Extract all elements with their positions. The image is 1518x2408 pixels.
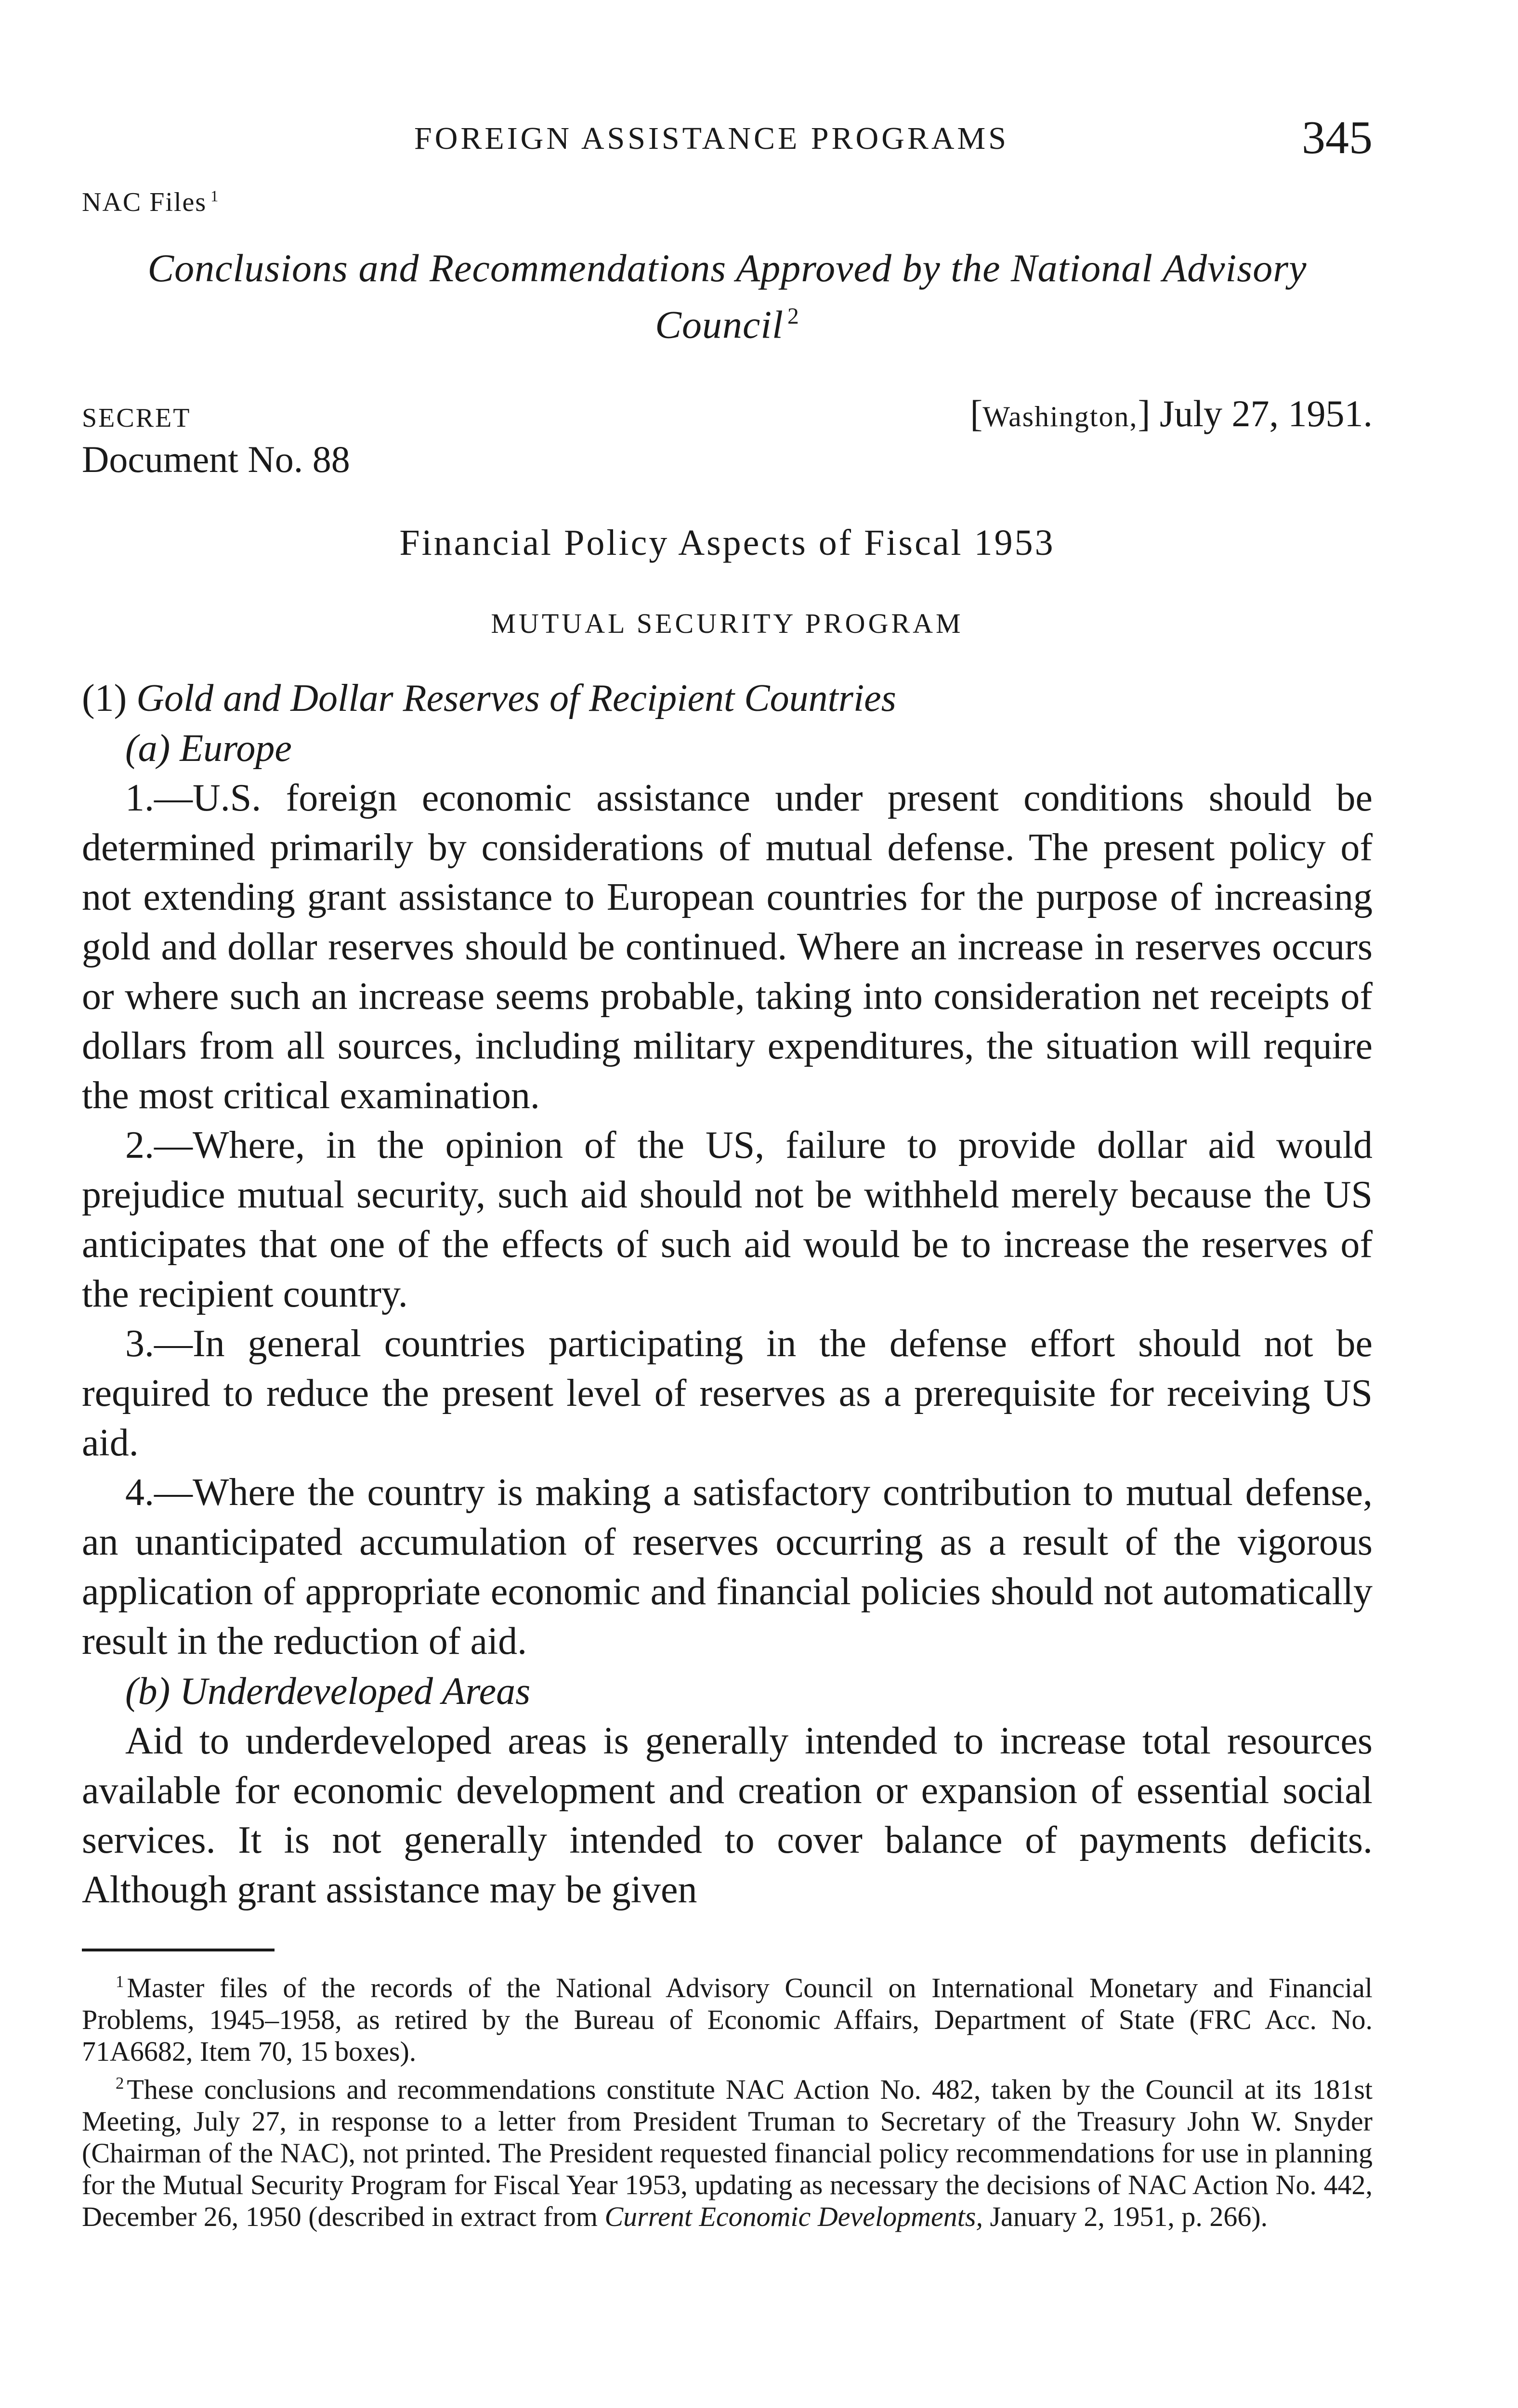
subsection-a-heading: (a) Europe (125, 727, 292, 770)
running-title: FOREIGN ASSISTANCE PROGRAMS (414, 121, 1009, 156)
document-number: Document No. 88 (82, 438, 350, 481)
footnote-2-text: These conclusions and recommendations constitute NAC Action No. 482, taken by the Council at its 181st Meeting, July 27, in response to a letter from President Truman to Secretary of the Treasury John W. Snyder (Chairman of the NAC), not printed. The President requested financial policy recommendations for use in planning for the Mutual Security Program for Fiscal Year 1953, updating as necessary the decisions of NAC Action No. 442, December 26, 1950 (described in extract from (82, 2074, 1373, 2233)
footnote-2-marker: 2 (116, 2074, 124, 2093)
paragraph-3: 3.—In general countries participating in the defense effort should not be required to reduce the present level of reserves as a prerequisite for receiving US aid. (82, 1322, 1373, 1465)
footnote-ref-2[interactable]: 2 (787, 304, 799, 329)
program-heading: MUTUAL SECURITY PROGRAM (491, 608, 964, 640)
source-files-label (82, 187, 1373, 218)
footnote-divider (82, 1949, 275, 1951)
footnote-1-marker: 1 (116, 1972, 124, 1991)
section-1-heading (82, 673, 1373, 723)
place-and-date: [Washington,] July 27, 1951. (970, 393, 1373, 435)
document-title-text: Conclusions and Recommendations Approved by the National Advisory Council (147, 246, 1307, 347)
footnote-2-publication: Current Economic Developments, (604, 2201, 983, 2233)
footnote-2-text-end: January 2, 1951, p. 266). (990, 2201, 1268, 2233)
classification-label: SECRET (82, 403, 191, 433)
paragraph-4: 4.—Where the country is making a satisfactory contribution to mutual defense, an unanticipated accumulation of reserves occurring as a result of the vigorous application of appropriate economic and financial policies should not automatically result in the reduction of aid. (82, 1471, 1373, 1663)
date: July 27, 1951. (1159, 393, 1373, 435)
main-heading: Financial Policy Aspects of Fiscal 1953 (399, 523, 1055, 563)
subsection-b-heading: (b) Underdeveloped Areas (125, 1670, 531, 1713)
source-label: NAC Files (82, 187, 207, 217)
section-1-title: Gold and Dollar Reserves of Recipient Countries (136, 677, 896, 720)
dateline (82, 392, 1373, 493)
document-title (82, 244, 1373, 349)
running-header (82, 111, 1373, 173)
document-page (82, 111, 1373, 2233)
footnote-1 (82, 1966, 1373, 2068)
section-1-number: (1) (82, 677, 127, 720)
footnote-1-text: Master files of the records of the National Advisory Council on International Monetary and Financial Problems, 1945–1958, as retired by the Bureau of Economic Affairs, Department of State (FRC Acc. No. 71A6682, Item 70, 15 boxes). (82, 1972, 1373, 2068)
paragraph-2: 2.—Where, in the opinion of the US, failure to provide dollar aid would prejudice mutual security, such aid should not be withheld merely because the US anticipates that one of the effects of such aid would be to increase the reserves of the recipient country. (82, 1124, 1373, 1316)
footnotes (82, 1966, 1373, 2233)
paragraph-1: 1.—U.S. foreign economic assistance under present conditions should be determined primarily by considerations of mutual defense. The present policy of not extending grant assistance to European countries for the purpose of increasing gold and dollar reserves should be continued. Where an increase in reserves occurs or where such an increase seems probable, taking into consideration net receipts of dollars from all sources, including military expenditures, the situation will require the most critical examination. (82, 777, 1373, 1117)
page-number: 345 (1302, 112, 1373, 164)
place: Washington, (982, 401, 1138, 433)
footnote-ref-1[interactable]: 1 (210, 187, 220, 205)
paragraph-b: Aid to underdeveloped areas is generally intended to increase total resources available for economic development and creation or expansion of essential social services. It is not generally intended to cover balance of payments deficits. Although grant assistance may be given (82, 1720, 1373, 1911)
footnote-2 (82, 2068, 1373, 2233)
